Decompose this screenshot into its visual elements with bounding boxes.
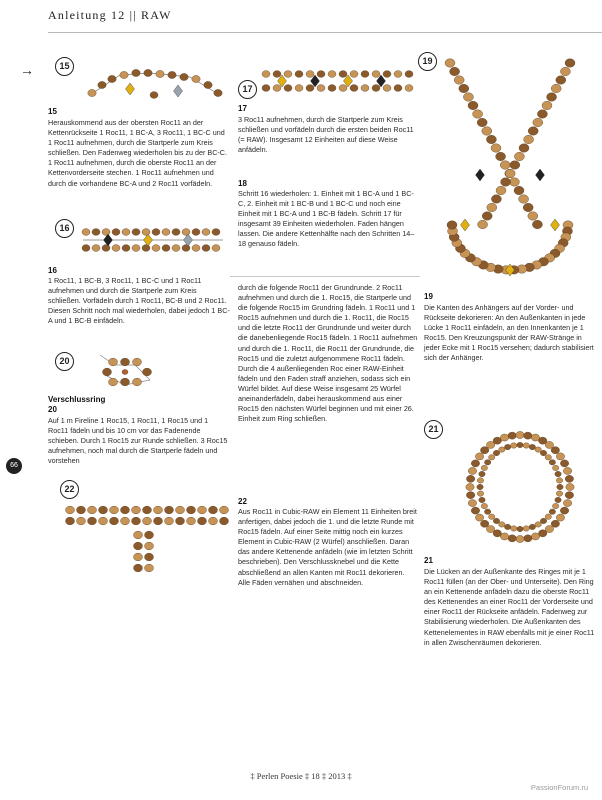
bead bbox=[145, 553, 154, 561]
bead bbox=[514, 186, 524, 195]
step-21-text: Die Lücken an der Außenkante des Ringes mit je 1 Roc11 füllen (an der Ober- und Unterseite). Den Ring an ein Kettenende anfädeln dazu die oberste Roc11 des Kettenendes an einer Roc11 der Vorderseite und einer Roc11 der Rückseite anfädeln. Fadenweg zur Stabilisierung wiederholen. Die Außenkanten des Kettenelementes in RAW ebenfalls mit je einer Roc11 in allen Zwischenräumen dekorieren. bbox=[424, 567, 595, 647]
bead bbox=[176, 506, 185, 514]
bead bbox=[477, 478, 483, 483]
step-19-heading: 19 bbox=[424, 292, 433, 301]
bead bbox=[545, 455, 551, 460]
bead bbox=[450, 67, 460, 76]
bead bbox=[487, 203, 497, 212]
bead bbox=[192, 245, 200, 252]
bead bbox=[482, 127, 492, 136]
bead bbox=[317, 85, 325, 92]
bead bbox=[499, 522, 505, 527]
bead bbox=[306, 85, 314, 92]
bead bbox=[471, 507, 479, 514]
bead bbox=[162, 229, 170, 236]
bead bbox=[110, 506, 119, 514]
bead bbox=[540, 518, 546, 523]
bead bbox=[466, 492, 474, 499]
bead bbox=[511, 443, 517, 448]
bead bbox=[475, 453, 483, 460]
bead bbox=[134, 564, 143, 572]
bead bbox=[509, 178, 519, 187]
bicone-bead bbox=[536, 169, 545, 181]
bead bbox=[212, 229, 220, 236]
bicone-bead bbox=[104, 234, 113, 246]
bead bbox=[209, 517, 218, 525]
bead bbox=[383, 71, 391, 78]
step-22-heading: 22 bbox=[238, 497, 247, 506]
bead bbox=[172, 245, 180, 252]
bead bbox=[524, 135, 534, 144]
bead bbox=[99, 506, 108, 514]
bead bbox=[565, 59, 575, 68]
bead bbox=[88, 517, 97, 525]
bead bbox=[563, 499, 571, 506]
bead bbox=[542, 101, 552, 110]
bead bbox=[560, 460, 568, 467]
bead bbox=[496, 152, 506, 161]
bead bbox=[145, 531, 154, 539]
bead bbox=[405, 85, 413, 92]
bead bbox=[463, 93, 473, 102]
bead bbox=[133, 378, 142, 386]
bead bbox=[565, 492, 573, 499]
bead bbox=[556, 514, 564, 521]
bead bbox=[484, 509, 490, 514]
step-15-text: Herauskommend aus der obersten Roc11 an der Kettenrückseite 1 Roc11, 1 BC-A, 3 Roc11, 1 BC-C und 1 Roc11 aufnehmen, durch die Startperle zum Kreis schließen. Den Fadenweg wiederholen bis zu der BC-C. 1 Roc11 aufnehmen, durch die oberste Roc11 an der Kettenvorderseite stechen. 1 Roc11 aufnehmen und durch die vorhandene BC-A und 2 Roc11 vorfädeln. bbox=[48, 118, 227, 188]
bead bbox=[454, 76, 464, 85]
step-22-text: Aus Roc11 in Cubic-RAW ein Element 11 Einheiten breit anfertigen, dabei jedoch die 1. und die letzte Runde mit Roc15 fädeln. Auf einer Seite mittig noch ein kurzes Element in Cubic-RAW (2 Würfel) anschließen. Daran das andere Kettenende anfädeln (wie im letzten Schritt beschrieben). Den Verschlussknebel und die Kette abschließend an allen Kanten mit Roc11 dekorieren. Alle Fäden vernähen und abschneiden. bbox=[238, 507, 417, 587]
bicone-bead bbox=[551, 219, 560, 231]
bead bbox=[555, 471, 561, 476]
bead bbox=[295, 85, 303, 92]
bead bbox=[180, 73, 188, 80]
bead bbox=[479, 497, 485, 502]
bead bbox=[202, 245, 210, 252]
bead bbox=[477, 484, 483, 489]
bead bbox=[132, 229, 140, 236]
bead bbox=[523, 203, 533, 212]
bead bbox=[528, 127, 538, 136]
bead bbox=[523, 443, 529, 448]
bead bbox=[121, 506, 130, 514]
bead bbox=[92, 229, 100, 236]
bead bbox=[165, 517, 174, 525]
bead bbox=[187, 506, 196, 514]
bead bbox=[142, 229, 150, 236]
bead bbox=[560, 67, 570, 76]
bead bbox=[339, 71, 347, 78]
bead bbox=[566, 483, 574, 490]
step-16-heading: 16 bbox=[48, 266, 57, 275]
bead bbox=[478, 220, 488, 229]
bead bbox=[468, 499, 476, 506]
bead bbox=[262, 85, 270, 92]
step-20-continued-text: durch die folgende Roc11 der Grundrunde. 2 Roc11 aufnehmen und durch die 1. Roc15, die Startperle und die folgende Roc15 im Grundring fädeln. 1 Roc11 und 1 Roc15 aufnehmen und durch die 1. Roc11, die Roc15 und die letzte Roc11 der Grundrunde und weiter durch die danebenliegende Roc15 fädeln. 1 Roc11 aufnehmen und durch die 1. Roc11, die Roc11 der Grundrunde, die Roc15 und die zuletzt aufgenommene Roc11 fädeln. Durch die 4 außenliegenden Roc einer RAW-Einheit fädeln und den Faden straff anziehen, sodass sich ein Würfel bildet. Auf diese Weise insgesamt 25 Würfel aneinanderfädeln, dabei herauskommend aus einer Roc15 den nächsten Würfel beginnen und mit einer 26. Einheit zum Ring schließen. bbox=[238, 283, 418, 424]
bead bbox=[565, 475, 573, 482]
bead bbox=[121, 358, 130, 366]
bead bbox=[468, 101, 478, 110]
bead bbox=[545, 514, 551, 519]
step-15-illustration bbox=[80, 55, 240, 105]
bead bbox=[556, 478, 562, 483]
bead bbox=[192, 229, 200, 236]
bead bbox=[152, 229, 160, 236]
bicone-bead bbox=[126, 83, 135, 95]
section-divider bbox=[230, 276, 420, 277]
bead bbox=[473, 110, 483, 119]
bead bbox=[517, 526, 523, 531]
bead bbox=[361, 71, 369, 78]
bead bbox=[142, 245, 150, 252]
step-15-badge: 15 bbox=[55, 57, 74, 76]
bead bbox=[328, 85, 336, 92]
step-21-ring-illustration bbox=[420, 425, 600, 555]
bead bbox=[511, 526, 517, 531]
step-22-clasp-illustration bbox=[60, 495, 240, 615]
bead bbox=[134, 542, 143, 550]
bead bbox=[82, 245, 90, 252]
bead bbox=[132, 517, 141, 525]
bead bbox=[88, 506, 97, 514]
bead bbox=[112, 229, 120, 236]
bead bbox=[262, 71, 270, 78]
bead bbox=[168, 71, 176, 78]
bead bbox=[555, 497, 561, 502]
bead bbox=[172, 229, 180, 236]
bead bbox=[471, 460, 479, 467]
bead bbox=[445, 59, 455, 68]
bead bbox=[361, 85, 369, 92]
bead bbox=[501, 178, 511, 187]
bead bbox=[477, 491, 483, 496]
bead bbox=[209, 506, 218, 514]
step-21-heading: 21 bbox=[424, 556, 433, 565]
bead bbox=[491, 195, 501, 204]
bead bbox=[220, 517, 229, 525]
bead bbox=[102, 245, 110, 252]
bead bbox=[176, 517, 185, 525]
bicone-bead bbox=[144, 234, 153, 246]
bead bbox=[500, 434, 508, 441]
bead bbox=[198, 517, 207, 525]
bead bbox=[110, 517, 119, 525]
bead bbox=[466, 475, 474, 482]
bead bbox=[508, 432, 516, 439]
bead bbox=[504, 444, 510, 449]
bead bbox=[182, 245, 190, 252]
bead bbox=[284, 71, 292, 78]
bead bbox=[145, 564, 154, 572]
bead bbox=[394, 85, 402, 92]
step-16-illustration bbox=[78, 220, 228, 260]
bead bbox=[66, 506, 75, 514]
bead bbox=[339, 85, 347, 92]
bead bbox=[121, 517, 130, 525]
step-17-heading: 17 bbox=[238, 104, 247, 113]
bead bbox=[484, 460, 490, 465]
bead bbox=[284, 85, 292, 92]
bead bbox=[477, 118, 487, 127]
bead bbox=[204, 81, 212, 88]
bead bbox=[489, 514, 495, 519]
bead bbox=[468, 467, 476, 474]
bead bbox=[529, 444, 535, 449]
bead bbox=[493, 450, 499, 455]
bead bbox=[549, 509, 555, 514]
bead bbox=[537, 110, 547, 119]
bead bbox=[466, 483, 474, 490]
bead bbox=[122, 369, 128, 374]
bead bbox=[77, 506, 86, 514]
arrow-right-icon: → bbox=[20, 62, 34, 78]
bead bbox=[491, 144, 501, 153]
bead bbox=[103, 368, 112, 376]
bead bbox=[519, 195, 529, 204]
bead bbox=[528, 212, 538, 221]
bead bbox=[306, 71, 314, 78]
bead bbox=[551, 84, 561, 93]
step-17-badge: 17 bbox=[238, 80, 257, 99]
bead bbox=[273, 71, 281, 78]
bead bbox=[547, 93, 557, 102]
bead bbox=[540, 450, 546, 455]
bead bbox=[122, 229, 130, 236]
bead bbox=[523, 526, 529, 531]
bead bbox=[505, 169, 515, 178]
bead bbox=[154, 517, 163, 525]
bead bbox=[496, 186, 506, 195]
step-22-badge: 22 bbox=[60, 480, 79, 499]
bead bbox=[556, 76, 566, 85]
bead bbox=[563, 467, 571, 474]
bead bbox=[82, 229, 90, 236]
bead bbox=[328, 71, 336, 78]
bead bbox=[202, 229, 210, 236]
bead bbox=[519, 144, 529, 153]
bead bbox=[66, 517, 75, 525]
bead bbox=[508, 535, 516, 542]
bead bbox=[524, 432, 532, 439]
bead bbox=[481, 465, 487, 470]
step-18-heading: 18 bbox=[238, 179, 247, 188]
bead bbox=[102, 229, 110, 236]
bead bbox=[482, 212, 492, 221]
bicone-bead bbox=[461, 219, 470, 231]
bead bbox=[98, 81, 106, 88]
step-17-text: 3 Roc11 aufnehmen, durch die Startperle zum Kreis schließen und vorfädeln durch die ersten beiden Roc11 (= RAW). Insgesamt 12 Einheiten auf diese Weise anfädeln. bbox=[238, 115, 414, 155]
bead bbox=[552, 465, 558, 470]
bead bbox=[122, 245, 130, 252]
bead bbox=[524, 535, 532, 542]
bead bbox=[552, 503, 558, 508]
bead bbox=[516, 535, 524, 542]
bead bbox=[405, 71, 413, 78]
bead bbox=[560, 507, 568, 514]
page-header-title: Anleitung 12 || RAW bbox=[48, 8, 172, 22]
bead bbox=[517, 442, 523, 447]
bead bbox=[133, 358, 142, 366]
header-divider bbox=[48, 32, 602, 33]
bead bbox=[144, 69, 152, 76]
bead bbox=[120, 71, 128, 78]
bead bbox=[459, 84, 469, 93]
step-19-pendant-illustration bbox=[420, 55, 600, 290]
bead bbox=[529, 524, 535, 529]
bead bbox=[165, 506, 174, 514]
bead bbox=[99, 517, 108, 525]
bicone-bead bbox=[476, 169, 485, 181]
bead bbox=[350, 85, 358, 92]
bead bbox=[549, 460, 555, 465]
bead bbox=[500, 161, 510, 170]
bead bbox=[150, 92, 158, 99]
bead bbox=[516, 431, 524, 438]
bead bbox=[162, 245, 170, 252]
step-20-illustration bbox=[95, 350, 165, 390]
bead bbox=[504, 524, 510, 529]
bead bbox=[182, 229, 190, 236]
bead bbox=[143, 506, 152, 514]
bead bbox=[154, 506, 163, 514]
bead bbox=[372, 85, 380, 92]
bead bbox=[556, 491, 562, 496]
bead bbox=[535, 522, 541, 527]
step-20-text: Auf 1 m Fireline 1 Roc15, 1 Roc11, 1 Roc15 und 1 Roc11 fädeln und bis 10 cm vor das Fadenende schieben. Durch 1 Roc15 zur Runde schließen. 3 Roc15 aufnehmen, noch mal durch die Startperle fädeln und vorstehen bbox=[48, 416, 228, 466]
bead bbox=[531, 533, 539, 540]
bead bbox=[145, 542, 154, 550]
step-17-illustration bbox=[260, 60, 420, 100]
bead bbox=[187, 517, 196, 525]
step-16-badge: 16 bbox=[55, 219, 74, 238]
bead bbox=[535, 447, 541, 452]
step-20-subheading: Verschlussring bbox=[48, 395, 106, 404]
bead bbox=[480, 520, 488, 527]
bead bbox=[510, 161, 520, 170]
step-19-text: Die Kanten des Anhängers auf der Vorder- und Rückseite dekorieren: An den Außenkanten in jede Lücke 1 Roc11 einfädeln, an den Innenkanten je 1 Roc15. Den Kreuzungspunkt der RAW-Stränge in jeder Ecke mit 1 Roc15 versehen; dadurch stabilisiert sich der Anhänger. bbox=[424, 303, 594, 363]
bead bbox=[109, 358, 118, 366]
bead bbox=[143, 517, 152, 525]
bead bbox=[132, 245, 140, 252]
bead bbox=[220, 506, 229, 514]
bead bbox=[447, 221, 457, 230]
bead bbox=[481, 503, 487, 508]
bead bbox=[143, 368, 152, 376]
bead bbox=[350, 71, 358, 78]
bead bbox=[475, 514, 483, 521]
bead bbox=[192, 75, 200, 82]
bead bbox=[383, 85, 391, 92]
bead bbox=[121, 378, 130, 386]
step-15-heading: 15 bbox=[48, 107, 57, 116]
bead bbox=[295, 71, 303, 78]
bead bbox=[112, 245, 120, 252]
bead bbox=[212, 245, 220, 252]
bead bbox=[109, 378, 118, 386]
bead bbox=[134, 531, 143, 539]
bead bbox=[152, 245, 160, 252]
step-19-badge: 19 bbox=[418, 52, 437, 71]
bead bbox=[532, 220, 542, 229]
bead bbox=[88, 89, 96, 96]
bicone-bead bbox=[174, 85, 183, 97]
bead bbox=[132, 69, 140, 76]
bead bbox=[551, 447, 559, 454]
bead bbox=[214, 89, 222, 96]
bead bbox=[108, 75, 116, 82]
bead bbox=[132, 506, 141, 514]
bead bbox=[134, 553, 143, 561]
bead bbox=[489, 455, 495, 460]
page-footer: ‡ Perlen Poesie ‡ 18 ‡ 2013 ‡ bbox=[250, 771, 352, 781]
bead bbox=[77, 517, 86, 525]
bead bbox=[499, 447, 505, 452]
bead bbox=[317, 71, 325, 78]
step-21-badge: 21 bbox=[424, 420, 443, 439]
bead bbox=[273, 85, 281, 92]
step-16-text: 1 Roc11, 1 BC-B, 3 Roc11, 1 BC-C und 1 Roc11 aufnehmen und durch die Startperle zum Kreis schließen. Vorfädeln durch 1 Roc11, BC-B und 2 Roc11. Diesen Schritt noch mal wiederholen, dabei jedoch 1 BC-A und 1 BC-B einfädeln. bbox=[48, 276, 230, 326]
bead bbox=[372, 71, 380, 78]
watermark: PassionForum.ru bbox=[530, 783, 588, 792]
bead bbox=[514, 152, 524, 161]
bead bbox=[479, 471, 485, 476]
bead bbox=[156, 70, 164, 77]
step-20-badge: 20 bbox=[55, 352, 74, 371]
bead bbox=[533, 118, 543, 127]
bead bbox=[394, 71, 402, 78]
step-18-text: Schritt 16 wiederholen: 1. Einheit mit 1 BC-A und 1 BC-C, 2. Einheit mit 1 BC-B und 1 BC-C und noch eine Einheit mit 1 BC-A und 1 BC-B fädeln. Schritt 17 für insgesamt 39 Einheiten wiederholen. Faden hängen lassen. Die andere Kettenhälfte nach den Schritten 14–18 genauso fädeln. bbox=[238, 189, 415, 249]
step-20-heading: 20 bbox=[48, 405, 57, 414]
page-number-badge: 66 bbox=[6, 458, 22, 474]
bead bbox=[486, 135, 496, 144]
bead bbox=[493, 518, 499, 523]
bead bbox=[557, 484, 563, 489]
bead bbox=[198, 506, 207, 514]
bead bbox=[92, 245, 100, 252]
bicone-bead bbox=[184, 234, 193, 246]
bead bbox=[556, 453, 564, 460]
